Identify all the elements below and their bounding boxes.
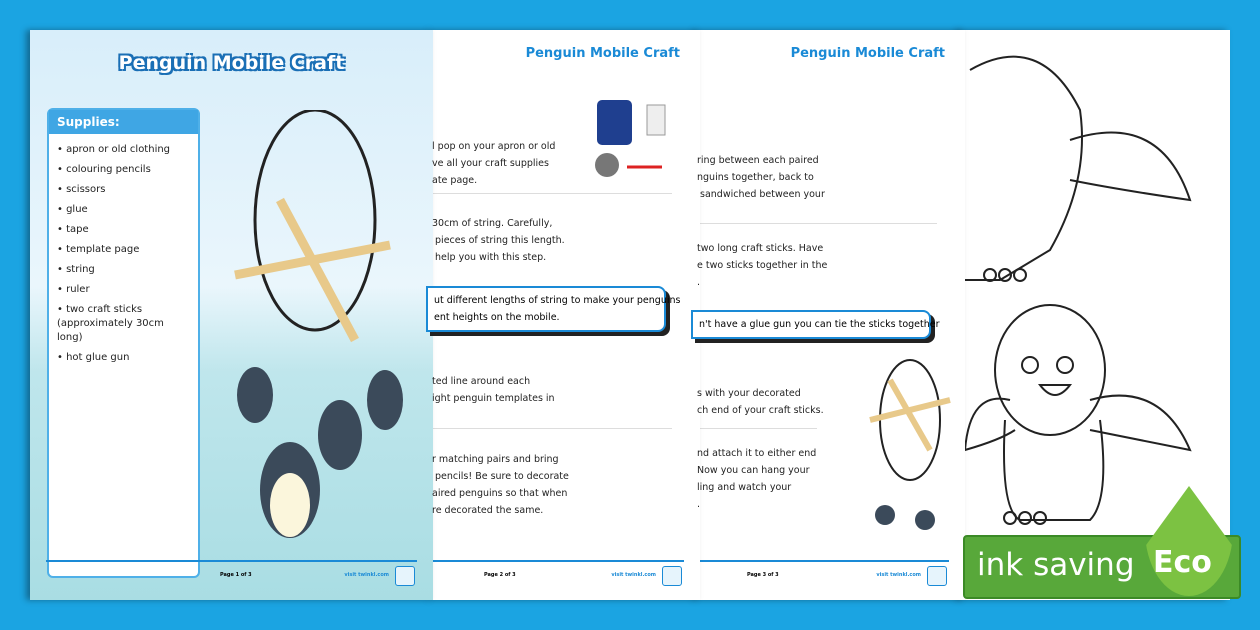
step-text: r matching pairs and bring pencils! Be sure to decorate aired penguins so that when re decorated the same. <box>432 454 569 516</box>
supply-item: • two craft sticks (approximately 30cm long) <box>57 300 190 348</box>
page-number: Page 3 of 3 <box>747 572 779 578</box>
footer-line <box>697 560 949 562</box>
footer-line <box>46 560 417 562</box>
supply-item: • apron or old clothing <box>57 140 190 160</box>
divider <box>432 428 672 429</box>
supplies-illustration <box>592 95 672 185</box>
footer-line <box>432 560 684 562</box>
instruction-page-2 <box>432 30 700 600</box>
supply-item: • ruler <box>57 280 190 300</box>
supply-item: • hot glue gun <box>57 348 190 368</box>
supply-item: • template page <box>57 240 190 260</box>
step-text: s with your decorated ch end of your craft sticks. <box>697 388 824 416</box>
supply-item: • scissors <box>57 180 190 200</box>
mobile-illustration <box>865 350 955 550</box>
step-text: l pop on your apron or old ve all your craft supplies ate page. <box>432 141 556 186</box>
visit-link[interactable]: visit twinkl.com <box>611 572 656 578</box>
page-title: Penguin Mobile Craft <box>525 46 680 61</box>
cover-title: Penguin Mobile Craft <box>118 52 345 74</box>
penguin-mobile-illustration <box>205 110 425 540</box>
tip-box: ut different lengths of string to make your penguins ent heights on the mobile. <box>426 286 666 332</box>
step-text: two long craft sticks. Have e two sticks together in the . <box>697 243 828 288</box>
supply-item: • glue <box>57 200 190 220</box>
supplies-box <box>47 108 200 578</box>
supply-item: • colouring pencils <box>57 160 190 180</box>
eco-label: Eco <box>1153 545 1212 580</box>
instruction-page-3 <box>697 30 965 600</box>
step-text: 30cm of string. Carefully, pieces of string this length. help you with this step. <box>432 218 565 263</box>
cover-page <box>30 30 433 600</box>
twinkl-logo <box>662 566 682 586</box>
divider <box>432 193 672 194</box>
tip-box: n't have a glue gun you can tie the sticks together <box>691 310 931 339</box>
page-title: Penguin Mobile Craft <box>790 46 945 61</box>
supplies-heading: Supplies: <box>49 110 198 134</box>
ink-saving-label: ink saving <box>977 547 1135 583</box>
visit-link[interactable]: visit twinkl.com <box>876 572 921 578</box>
supply-item: • tape <box>57 220 190 240</box>
twinkl-logo <box>927 566 947 586</box>
twinkl-logo <box>395 566 415 586</box>
divider <box>697 223 937 224</box>
step-text: nd attach it to either end Now you can hang your ling and watch your . <box>697 448 817 510</box>
step-text: ted line around each ight penguin templates in <box>432 376 555 404</box>
page-number: Page 2 of 3 <box>484 572 516 578</box>
step-text: ring between each paired nguins together, back to sandwiched between your <box>697 155 825 200</box>
visit-link[interactable]: visit twinkl.com <box>344 572 389 578</box>
divider <box>697 428 817 429</box>
page-number: Page 1 of 3 <box>220 572 252 578</box>
supply-item: • string <box>57 260 190 280</box>
